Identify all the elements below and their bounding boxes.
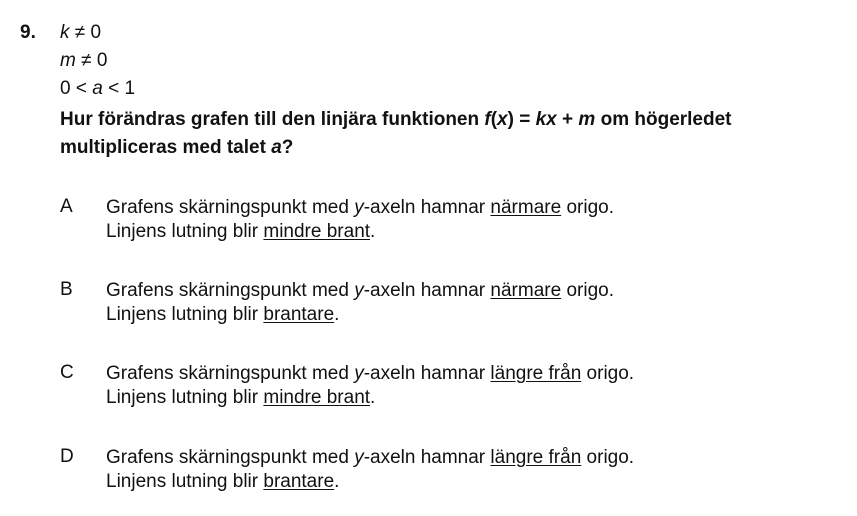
question-part: om högerledet multipliceras med talet [60,109,732,158]
text: . [370,387,376,408]
underlined-text: brantare [263,471,335,492]
text: -axeln hamnar [363,280,491,301]
option-text [106,196,614,244]
text: Linjens lutning blir [106,221,264,242]
underlined-text: mindre brant [263,221,371,242]
text: -axeln hamnar [363,447,491,468]
underlined-text: brantare [263,304,335,325]
option-text [106,446,634,494]
text: Grafens skärningspunkt med [106,280,355,301]
text: origo. [581,363,635,384]
relation-post: < 1 [102,78,136,99]
math-m: m [578,109,596,130]
var-m: m [60,50,76,71]
option-letter: D [60,446,74,467]
condition-k [60,22,101,44]
question-text [60,106,850,162]
text: origo. [581,447,635,468]
math-plus: + [556,109,579,130]
underlined-text: närmare [490,280,562,301]
text: . [334,471,340,492]
text: -axeln hamnar [363,197,491,218]
math-eq: = [513,109,536,130]
option-line-2 [106,220,614,244]
var-k: k [60,22,70,43]
text: -axeln hamnar [363,363,491,384]
option-letter: C [60,362,74,383]
math-a: a [271,137,282,158]
condition-m [60,50,107,72]
text: . [370,221,376,242]
math-y: y [354,363,364,384]
math-paren: ) [507,109,514,130]
text: Grafens skärningspunkt med [106,197,355,218]
option-line-2 [106,303,614,327]
option-text [106,362,634,410]
underlined-text: längre från [490,447,582,468]
option-line-1 [106,196,614,220]
condition-a [60,78,135,100]
text: Linjens lutning blir [106,304,264,325]
underlined-text: närmare [490,197,562,218]
relation-pre: 0 < [60,78,93,99]
math-x: x [497,109,508,130]
text: Grafens skärningspunkt med [106,447,355,468]
option-line-1 [106,446,634,470]
math-kx: kx [535,109,557,130]
math-y: y [354,280,364,301]
text: . [334,304,340,325]
option-line-2 [106,386,634,410]
text: Linjens lutning blir [106,471,264,492]
math-f: f [484,109,491,130]
underlined-text: mindre brant [263,387,371,408]
math-y: y [354,197,364,218]
option-text [106,279,614,327]
text: origo. [561,197,614,218]
question-part: Hur förändras grafen till den linjära funktionen [60,109,485,130]
question-end: ? [281,137,294,158]
option-line-1 [106,362,634,386]
var-a: a [92,78,103,99]
option-letter: B [60,279,73,300]
option-line-2 [106,470,634,494]
underlined-text: längre från [490,363,582,384]
relation: ≠ 0 [69,22,102,43]
math-paren: ( [490,109,498,130]
question-number: 9. [20,22,36,43]
text: origo. [561,280,614,301]
text: Grafens skärningspunkt med [106,363,355,384]
relation: ≠ 0 [75,50,108,71]
option-letter: A [60,196,73,217]
math-y: y [354,447,364,468]
text: Linjens lutning blir [106,387,264,408]
option-line-1 [106,279,614,303]
